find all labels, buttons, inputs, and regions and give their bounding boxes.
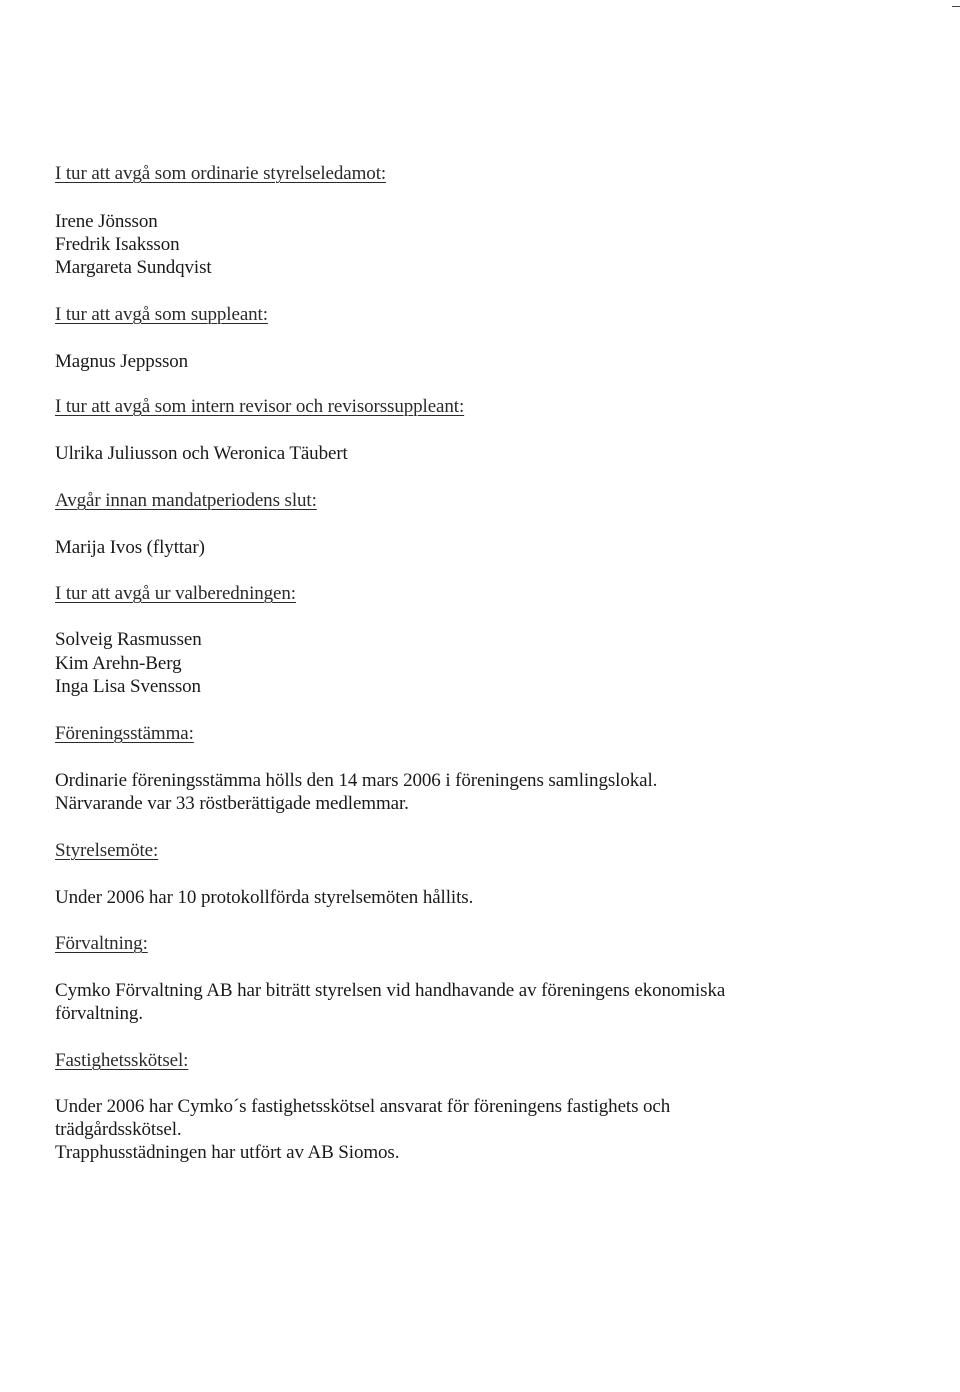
text-styrelsemote: Under 2006 har 10 protokollförda styrelsemöten hållits. (55, 887, 474, 908)
text-fastighet-3: Trapphusstädningen har utfört av AB Siomos. (55, 1142, 400, 1163)
text-revisor: Ulrika Juliusson och Weronica Täubert (55, 443, 348, 464)
heading-revisor: I tur att avgå som intern revisor och revisorssuppleant: (55, 396, 465, 417)
text-forvaltning-1: Cymko Förvaltning AB har biträtt styrelsen vid handhavande av föreningens ekonomiska (55, 980, 726, 1001)
heading-suppleant: I tur att avgå som suppleant: (55, 304, 268, 325)
heading-avgar: Avgår innan mandatperiodens slut: (55, 490, 317, 511)
text-stamma-1: Ordinarie föreningsstämma hölls den 14 mars 2006 i föreningens samlingslokal. (55, 770, 658, 791)
name-suppleant-1: Magnus Jeppsson (55, 351, 189, 372)
heading-styrelsemote: Styrelsemöte: (55, 840, 159, 861)
heading-ordinarie: I tur att avgå som ordinarie styrelseledamot: (55, 163, 387, 184)
name-valberedning-2: Kim Arehn-Berg (55, 653, 182, 674)
scan-mark (952, 6, 960, 7)
name-valberedning-1: Solveig Rasmussen (55, 629, 202, 650)
name-ordinarie-3: Margareta Sundqvist (55, 257, 212, 278)
text-fastighet-1: Under 2006 har Cymko´s fastighetsskötsel ansvarat för föreningens fastighets och (55, 1096, 671, 1117)
name-ordinarie-1: Irene Jönsson (55, 211, 158, 232)
text-fastighet-2: trädgårdsskötsel. (55, 1119, 182, 1140)
heading-valberedning: I tur att avgå ur valberedningen: (55, 583, 296, 604)
name-ordinarie-2: Fredrik Isaksson (55, 234, 180, 255)
heading-forvaltning: Förvaltning: (55, 933, 148, 954)
text-avgar: Marija Ivos (flyttar) (55, 537, 205, 558)
heading-stamma: Föreningsstämma: (55, 723, 194, 744)
text-forvaltning-2: förvaltning. (55, 1003, 143, 1024)
name-valberedning-3: Inga Lisa Svensson (55, 676, 201, 697)
text-stamma-2: Närvarande var 33 röstberättigade medlemmar. (55, 793, 409, 814)
heading-fastighet: Fastighetsskötsel: (55, 1050, 189, 1071)
